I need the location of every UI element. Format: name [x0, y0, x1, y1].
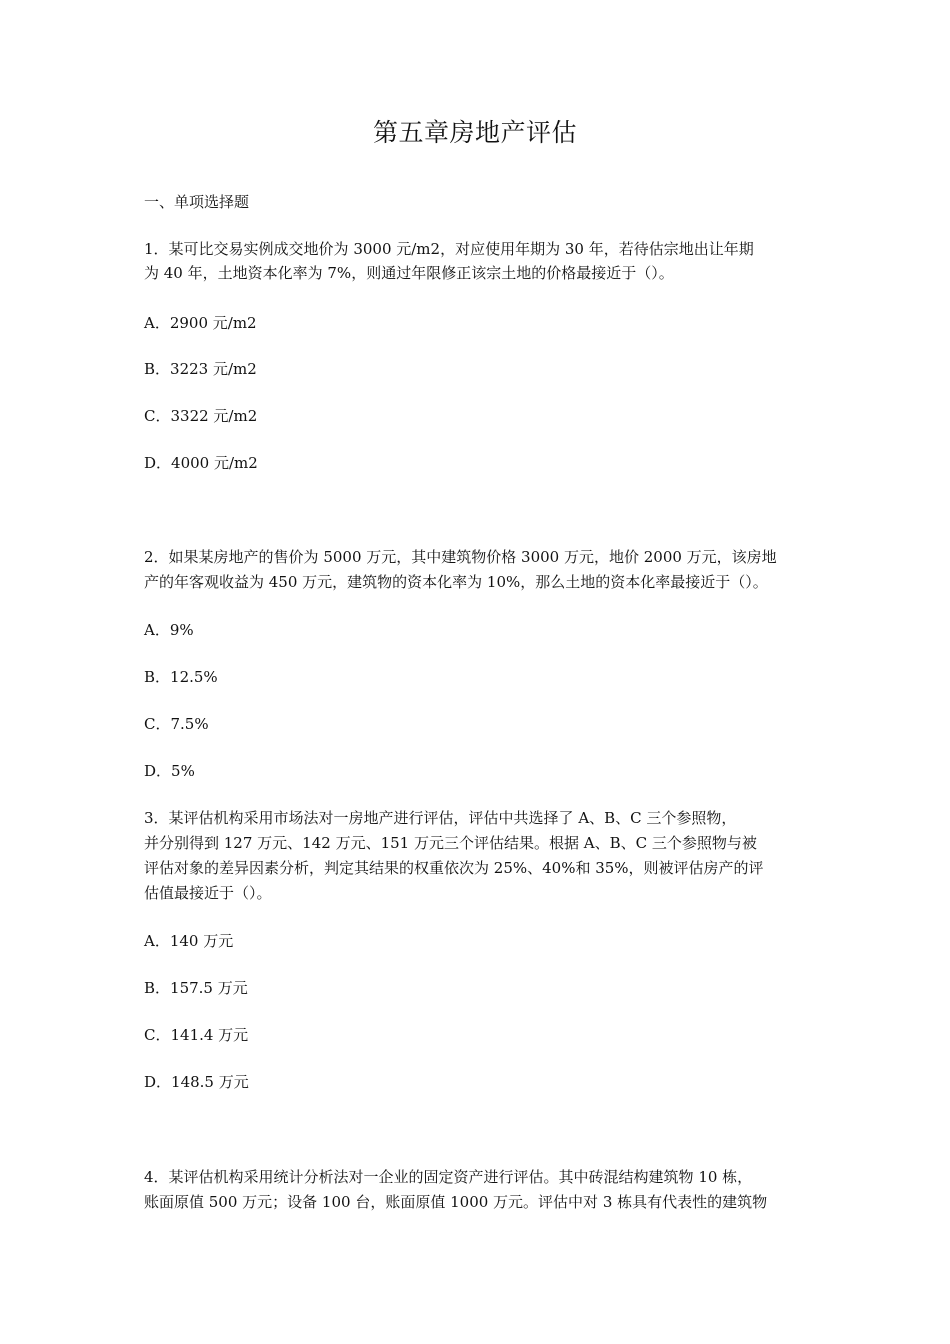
section-heading: 一、单项选择题 [144, 193, 250, 211]
question-1-option-b: B．3223 元/m2 [144, 360, 257, 378]
question-1-stem-line-2: 为 40 年，土地资本化率为 7%，则通过年限修正该宗土地的价格最接近于（）。 [144, 264, 674, 282]
question-1-option-d: D．4000 元/m2 [144, 454, 258, 472]
question-2-option-c: C．7.5% [144, 715, 209, 733]
question-4-stem-line-2: 账面原值 500 万元；设备 100 台，账面原值 1000 万元。评估中对 3 栋具有代表性的建筑物 [144, 1193, 768, 1211]
question-2-option-b: B．12.5% [144, 668, 218, 686]
question-3-stem-line-3: 评估对象的差异因素分析，判定其结果的权重依次为 25%、40%和 35%，则被评估房产的评 [144, 859, 764, 877]
question-3-option-d: D．148.5 万元 [144, 1073, 249, 1091]
question-3-option-b: B．157.5 万元 [144, 979, 248, 997]
page-title: 第五章房地产评估 [372, 118, 577, 147]
question-2-stem-line-1: 2．如果某房地产的售价为 5000 万元，其中建筑物价格 3000 万元，地价 2000 万元，该房地 [144, 548, 777, 566]
question-3-stem-line-4: 估值最接近于（）。 [144, 884, 272, 902]
question-2-stem-line-2: 产的年客观收益为 450 万元，建筑物的资本化率为 10%，那么土地的资本化率最接近于（）。 [144, 573, 768, 591]
question-3-stem-line-1: 3．某评估机构采用市场法对一房地产进行评估，评估中共选择了 A、B、C 三个参照物， [144, 809, 737, 827]
question-1-option-c: C．3322 元/m2 [144, 407, 258, 425]
question-3-option-a: A．140 万元 [144, 932, 234, 950]
question-3-stem-line-2: 并分别得到 127 万元、142 万元、151 万元三个评估结果。根据 A、B、C 三个参照物与被 [144, 834, 757, 852]
question-3-option-c: C．141.4 万元 [144, 1026, 249, 1044]
question-4-stem-line-1: 4．某评估机构采用统计分析法对一企业的固定资产进行评估。其中砖混结构建筑物 10 栋， [144, 1168, 753, 1186]
question-1-option-a: A．2900 元/m2 [144, 314, 257, 332]
question-2-option-a: A．9% [144, 621, 194, 639]
question-2-option-d: D．5% [144, 762, 195, 780]
question-1-stem-line-1: 1．某可比交易实例成交地价为 3000 元/m2，对应使用年期为 30 年，若待估宗地出让年期 [144, 240, 754, 258]
